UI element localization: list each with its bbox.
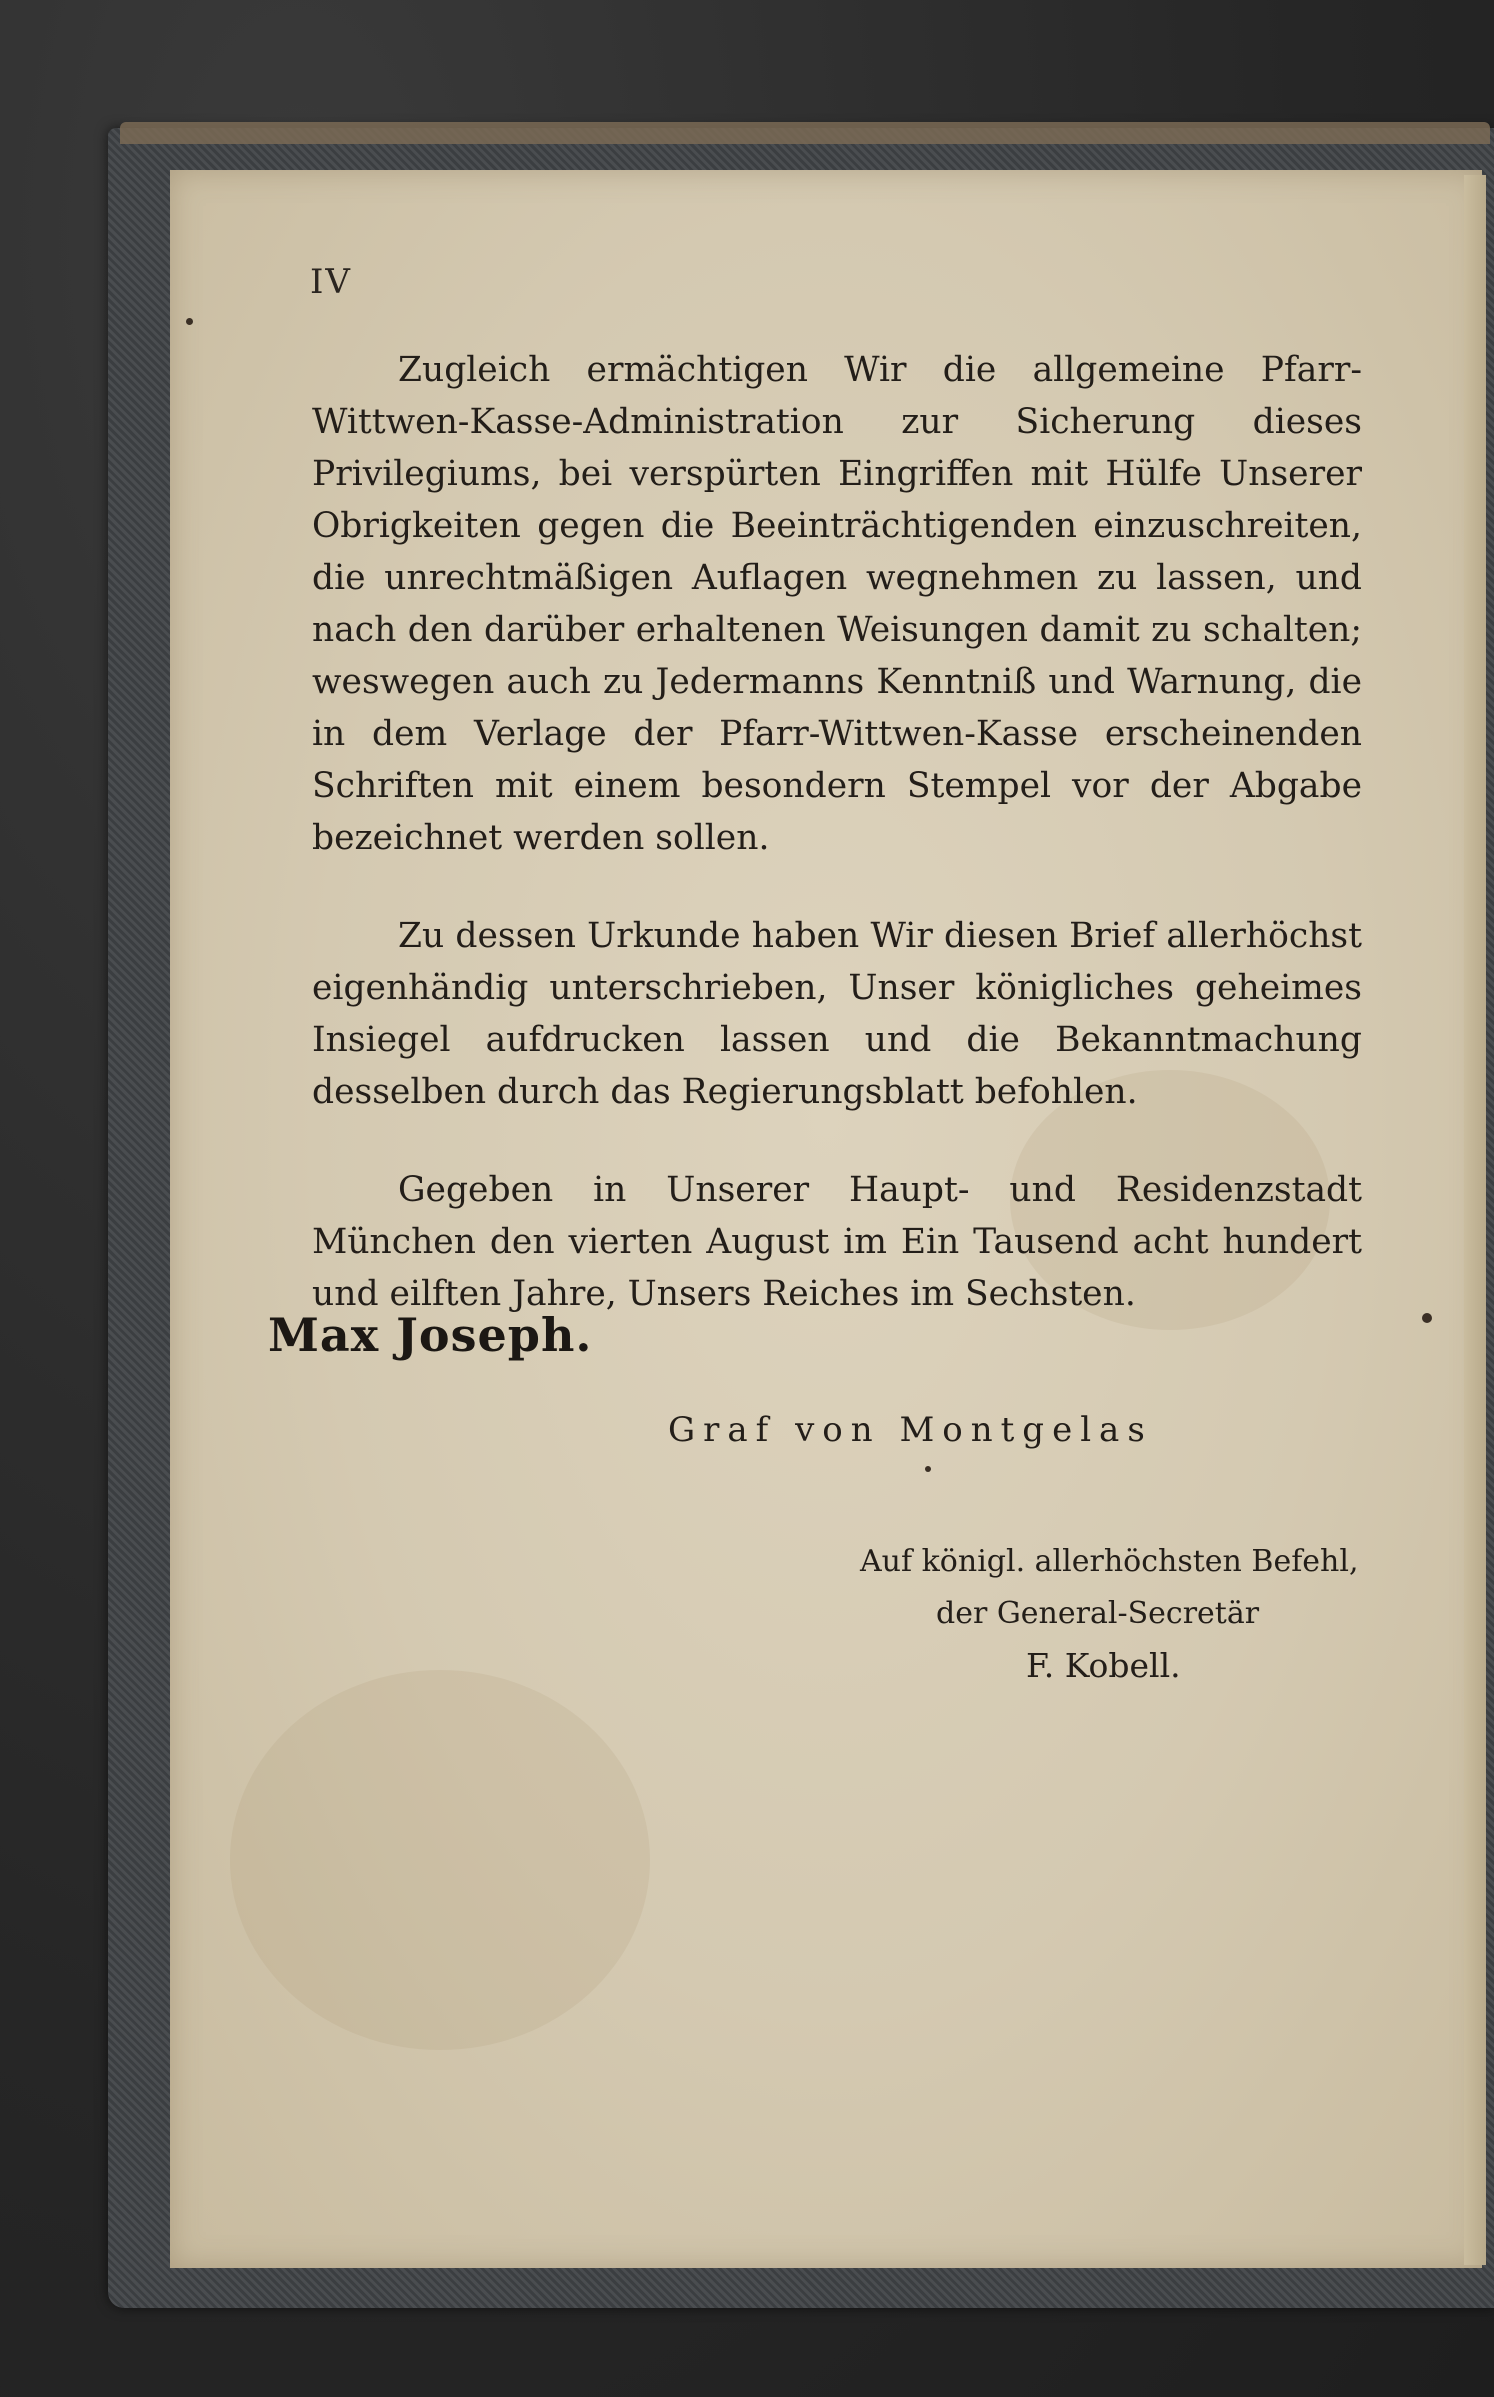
ink-speck	[186, 318, 193, 325]
ink-speck	[925, 1466, 931, 1472]
page-number: IV	[310, 262, 352, 302]
paragraph: Gegeben in Unserer Haupt- und Residenzstadt München den vierten August im Ein Tausend acht hundert und eilften Jahre, Unsers Reiches im Sechsten.	[312, 1170, 1362, 1314]
paragraph: Zu dessen Urkunde haben Wir diesen Brief allerhöchst eigenhändig unterschrieben, Unser königliches geheimes Insiegel aufdrucken lassen und die Bekanntmachung desselben durch das Regierungsblatt befohlen.	[312, 916, 1362, 1112]
order-attestation	[860, 1536, 1380, 1692]
royal-signature: Max Joseph.	[268, 1308, 593, 1362]
countersignature: Graf von Montgelas	[668, 1410, 1153, 1450]
cover-worn-edge	[120, 122, 1490, 144]
paragraph: Zugleich ermächtigen Wir die allgemeine Pfarr-Wittwen-Kasse-Administration zur Sicherung dieses Privilegiums, bei verspürten Eingriffen mit Hülfe Unserer Obrigkeiten gegen die Beeinträchtigenden einzuschreiten, die unrechtmäßigen Auflagen wegnehmen zu lassen, und nach den darüber erhaltenen Weisungen damit zu schalten; weswegen auch zu Jedermanns Kenntniß und Warnung, die in dem Verlage der Pfarr-Wittwen-Kasse erscheinenden Schriften mit einem besondern Stempel vor der Abgabe bezeichnet werden sollen.	[312, 350, 1362, 858]
page-edge	[1464, 175, 1486, 2265]
paper-stain	[230, 1670, 650, 2050]
secretary-name: F. Kobell.	[1026, 1646, 1181, 1685]
ink-speck	[1422, 1313, 1432, 1323]
order-line: der General-Secretär	[936, 1596, 1260, 1631]
order-line: Auf königl. allerhöchsten Befehl,	[860, 1544, 1359, 1579]
body-text	[312, 344, 1362, 1366]
